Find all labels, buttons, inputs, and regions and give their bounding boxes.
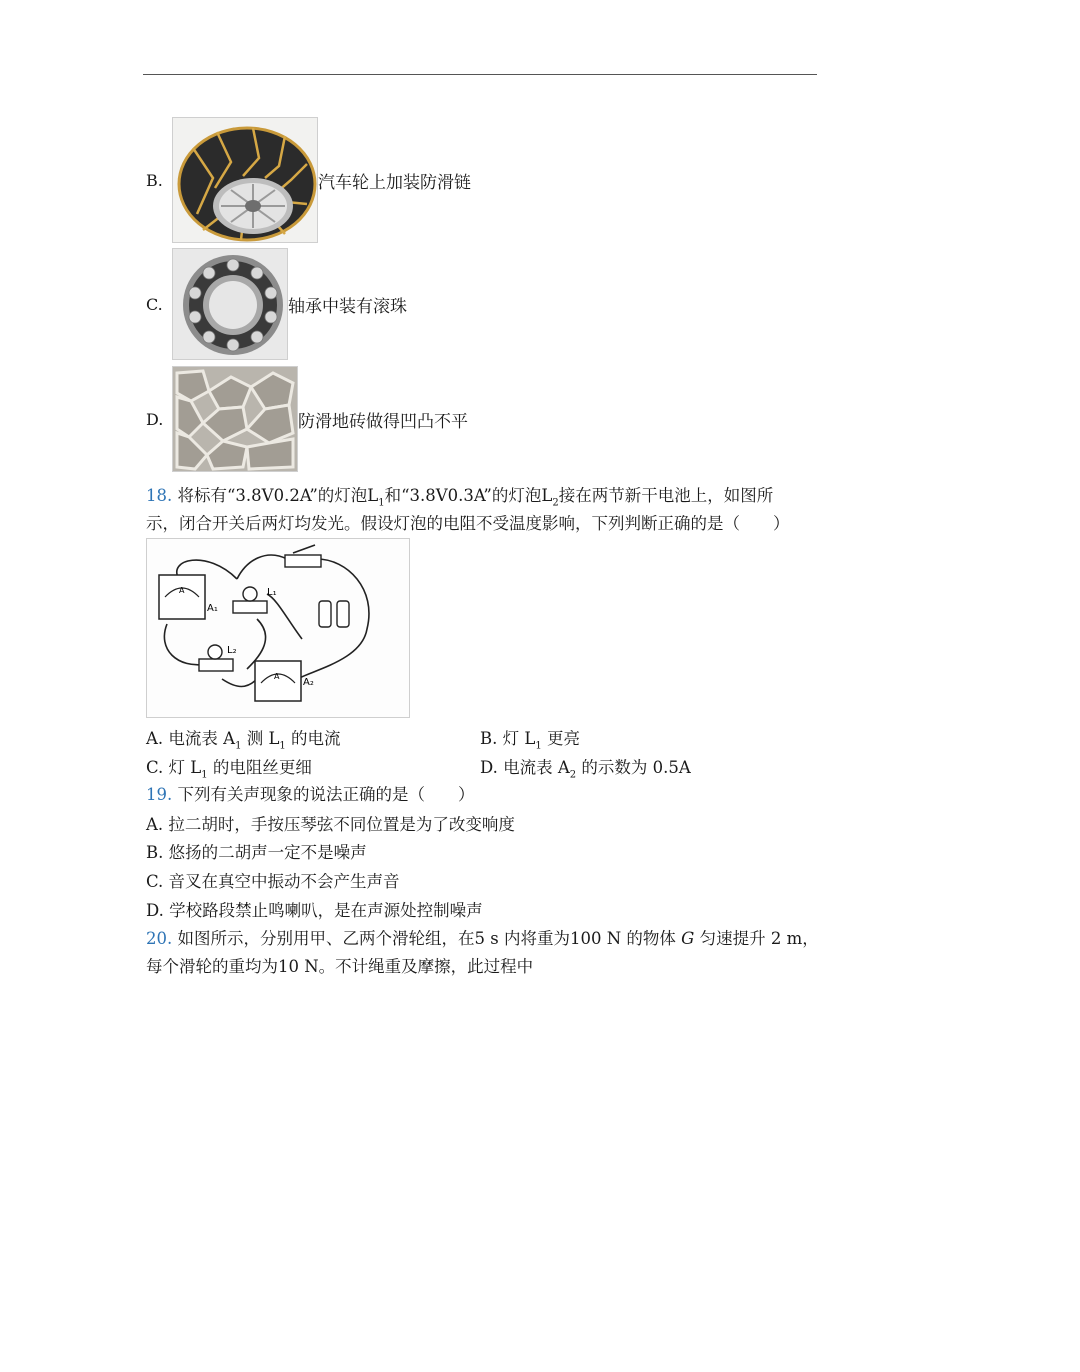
option-caption: 汽车轮上加装防滑链 — [318, 172, 471, 193]
subscript: 2 — [552, 497, 559, 509]
q18-option-a[interactable]: A. 电流表 $A_1$ 测 $L_1$ 的电流 — [146, 729, 341, 752]
q18-options-row2 — [146, 754, 706, 780]
label-l1: L₁ — [267, 587, 277, 598]
label-a1: A₁ — [207, 603, 218, 614]
q18-option-b[interactable]: B. 灯 $L_1$ 更亮 — [480, 729, 580, 752]
option-letter: B. — [146, 170, 163, 190]
question-number: 20. — [146, 929, 173, 948]
option-c-row — [146, 248, 407, 360]
q18-line1 — [146, 482, 773, 508]
ammeter-a-letter: A — [179, 586, 185, 595]
question-number: 19. — [146, 785, 173, 804]
object-symbol: G — [681, 929, 695, 948]
q20-line2: 每个滑轮的重均为10 N。不计绳重及摩擦，此过程中 — [146, 957, 534, 976]
option-d-row — [146, 366, 468, 472]
q18-option-d[interactable]: D. 电流表 $A_2$ 的示数为 0.5A — [480, 758, 691, 781]
q18-line2: 示，闭合开关后两灯均发光。假设灯泡的电阻不受温度影响，下列判断正确的是（ ） — [146, 514, 790, 533]
label-l2: L₂ — [227, 645, 237, 656]
q18-option-c[interactable]: C. 灯 $L_1$ 的电阻丝更细 — [146, 758, 312, 781]
option-letter: C. — [146, 294, 163, 314]
ball-bearing-image — [172, 248, 288, 360]
q19-stem — [146, 781, 475, 805]
q20-text: 匀速提升 2 m， — [699, 929, 819, 948]
q18-text: 接在两节新干电池上，如图所 — [558, 486, 774, 505]
header-rule — [143, 74, 817, 75]
circuit-diagram — [146, 538, 410, 718]
q19-option-b[interactable]: B. 悠扬的二胡声一定不是噪声 — [146, 843, 367, 862]
tire-snow-chain-image — [172, 117, 318, 243]
q19-option-d[interactable]: D. 学校路段禁止鸣喇叭，是在声源处控制噪声 — [146, 901, 483, 920]
q19-text: 下列有关声现象的说法正确的是（ ） — [177, 785, 475, 804]
question-number: 18. — [146, 486, 173, 505]
q20-text: 如图所示，分别用甲、乙两个滑轮组，在5 s 内将重为100 N 的物体 — [177, 929, 676, 948]
label-a2: A₂ — [303, 677, 314, 688]
q18-text: 和“3.8V0.3A”的灯泡L — [384, 486, 553, 505]
option-letter: D. — [146, 409, 164, 429]
q20-line1 — [146, 925, 819, 949]
q19-option-a[interactable]: A. 拉二胡时，手按压琴弦不同位置是为了改变响度 — [146, 815, 515, 834]
q19-option-c[interactable]: C. 音叉在真空中振动不会产生声音 — [146, 872, 400, 891]
option-caption: 轴承中装有滚珠 — [288, 296, 407, 317]
option-caption: 防滑地砖做得凹凸不平 — [298, 411, 468, 432]
subscript: 1 — [378, 497, 385, 509]
option-b-row — [146, 117, 471, 243]
q18-options-row1 — [146, 725, 706, 751]
anti-slip-tile-image — [172, 366, 298, 472]
q18-text: 将标有“3.8V0.2A”的灯泡L — [177, 486, 379, 505]
ammeter-a-letter: A — [274, 672, 280, 681]
